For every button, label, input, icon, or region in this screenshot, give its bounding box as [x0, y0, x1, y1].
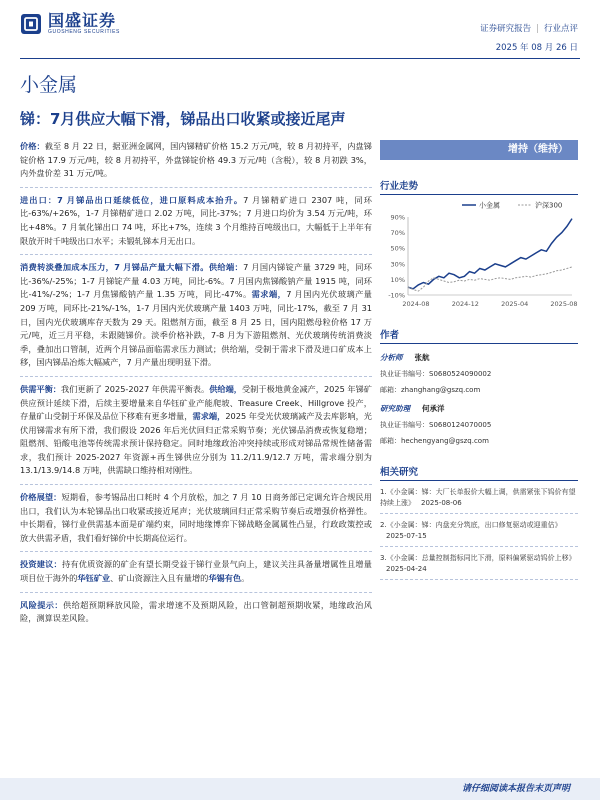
report-date: 2025 年 08 月 26 日 [495, 43, 578, 53]
logo-mark-icon [20, 13, 42, 35]
analyst-person: 何承洋 [422, 404, 445, 413]
paragraph-divider [20, 551, 372, 552]
x-tick-label: 2024-12 [451, 300, 479, 308]
body-paragraph [20, 383, 372, 478]
highlight-text: 华锡有色 [208, 573, 242, 584]
x-tick-label: 2024-08 [402, 300, 430, 308]
body-paragraph [20, 140, 372, 181]
series-line-0 [408, 219, 572, 289]
analysts-list [380, 352, 578, 446]
paragraph-lead: 进出口： [20, 194, 58, 205]
y-tick-label: 50% [390, 244, 405, 253]
footer-disclaimer: 请仔细阅读本报告末页声明 [0, 778, 600, 800]
paragraph-text: 我们更新了 2025-2027 年供需平衡表。 [60, 383, 210, 394]
trend-chart [380, 199, 578, 309]
analyst-role: 分析师 [380, 353, 403, 362]
related-heading: 相关研究 [380, 464, 578, 481]
y-tick-label: 10% [390, 275, 405, 284]
x-tick-label: 2025-08 [550, 300, 578, 308]
related-divider [380, 546, 578, 547]
paragraph-divider [20, 254, 372, 255]
report-body [20, 140, 372, 626]
paragraph-text: 供给超预期释放风险，需求增速不及预期风险，出口管制超预期收紧，地缘政治风险，测算误差风险。 [20, 599, 372, 624]
paragraph-divider [20, 592, 372, 593]
report-type: 证券研究报告 [480, 24, 532, 34]
related-list [380, 487, 578, 580]
brand-logo [20, 12, 120, 36]
related-report[interactable] [380, 553, 578, 575]
analyst-license: 执业证书编号：S0680524090002 [380, 370, 492, 378]
related-report-date: 2025-04-24 [386, 565, 427, 573]
analyst-email[interactable]: 邮箱：hechengyang@gszq.com [380, 437, 489, 445]
paragraph-text: 短期看，参考锡品出口耗时 4 个月放松，加之 7 月 10 日商务部已定调允许合规民用出口，我们认为本轮锑品出口收紧或接近尾声；光伏玻璃回归正常采购节奏后或增强价格弹性。中长期看，锑行业供需基本面是矿端约束，同时地缘博弈下锑战略金属属性凸显，行政政策控或放大供需矛盾，我们看好锑价中长期高位运行。 [20, 492, 372, 543]
body-paragraph [20, 599, 372, 626]
related-report-date: 2025-07-15 [386, 532, 427, 540]
related-divider [380, 579, 578, 580]
analyst-name [380, 403, 578, 414]
logo-en-text: GUOSHENG SECURITIES [48, 29, 120, 35]
analysts-heading: 作者 [380, 327, 578, 344]
related-report-date: 2025-08-06 [421, 499, 462, 507]
paragraph-text: 截至 8 月 22 日，据亚洲金属网，国内锑精矿价格 15.2 万元/吨，较 8 月初持平，内盘锑锭价格 17.9 万元/吨，较 8 月初持平，外盘锑锭价格 49.3 万元/吨（含税），较 8 月初跌 3%，内外盘价差 31 万元/吨。 [20, 141, 372, 179]
highlight-text: 供给端： [208, 262, 244, 273]
paragraph-text: 、矿山资源注入且有量增的 [110, 573, 209, 584]
legend-label: 沪深300 [535, 201, 563, 210]
paragraph-text: 2025 年受光伏玻璃减产及去库影响，光伏用锑需求有所下滑，我们假设 2026 年后光伏回归正常采购节奏；光伏锑品消费或恢复稳增；阻燃剂、铅酸电池等传统需求预计保持稳定。同时地缘政治冲突持续或形成对锑品常规性储备需求，我们预计 2025-2027 年资源+再生锑供应分别为 11.2/11.9/12.7 万吨，需求端分别为 13.1/13.9/14.8 万吨，供需缺口维持相对刚性。 [20, 411, 372, 476]
legend-label: 小金属 [479, 201, 500, 210]
trend-chart-svg [380, 199, 578, 309]
y-tick-label: -10% [388, 291, 405, 300]
paragraph-text: 7 月国内光伏玻璃产量 209 万吨，同环比-21%/-1%，1-7 月国内光伏玻璃产量 1403 万吨，同比-17%，截至 7 月 31 日，国内光伏玻璃库存天数为 29 天。阻燃剂方面，截至 8 月 25 日，国内阻燃母粒价格 17 万元/吨，近三月平稳，未跟随锑价。淡季价格补跌，7-8 月为下游阻燃剂、光伏玻璃传统消费淡季，叠加出口管制，近两个月锑品面临需求压力测试；供给端，受制于需求下滑及进口矿成本上移，国内锑品冶炼大幅减产，7 月产量出现明显下滑。 [20, 289, 372, 368]
x-tick-label: 2025-04 [501, 300, 529, 308]
paragraph-lead: 投资建议： [20, 559, 62, 570]
report-meta: 证券研究报告 | 行业点评 2025 年 08 月 26 日 [480, 24, 578, 53]
highlight-text: 需求端， [251, 289, 287, 300]
rating-badge: 增持（维持） [380, 140, 578, 160]
paragraph-lead: 价格： [20, 141, 45, 151]
sidebar [380, 140, 578, 580]
report-subtype: 行业点评 [543, 24, 578, 34]
paragraph-lead: 消费转淡叠加成本压力，7 月锑品产量大幅下滑。 [20, 262, 209, 273]
paragraph-text: 持有优质资源的矿企有望长期受益于锑行业景气向上，建议关注具备量增属性且增量项目位于海外的 [20, 559, 372, 584]
series-line-1 [408, 267, 572, 291]
paragraph-text: 受制于极地黄金减产，2025 年锑矿供应预计延续下滑，后续主要增量来自华钰矿业产能爬坡、Treasure Creek、Hillgrove 投产，存量矿山受制于环保及品位下移难有更多增量， [20, 383, 372, 422]
paragraph-text: 7 月国内锑锭产量 3729 吨，同环比-36%/-25%；1-7 月锑锭产量 4.03 万吨，同比-6%。7 月国内焦锑酸钠产量 1915 吨，同环比-41%/-2%；1-7 月焦锑酸钠产量 1.35 万吨，同比-47%。 [20, 262, 372, 300]
paragraph-lead: 供需平衡： [20, 383, 61, 394]
related-report-title: 1.《小金属：锑：大厂长单报价大幅上调，供需紧张下钨价有望持续上涨》 [380, 488, 576, 507]
paragraph-divider [20, 187, 372, 188]
analyst-license: 执业证书编号：S0680124070005 [380, 421, 492, 429]
analyst-person: 张航 [414, 353, 430, 362]
body-paragraph [20, 491, 372, 545]
analyst-role: 研究助理 [380, 404, 410, 413]
analyst-name [380, 352, 578, 363]
paragraph-lead: 价格展望： [20, 492, 62, 503]
analyst-email[interactable]: 邮箱：zhanghang@gszq.com [380, 386, 481, 394]
body-paragraph [20, 194, 372, 248]
related-divider [380, 513, 578, 514]
paragraph-divider [20, 376, 372, 377]
report-header [0, 0, 600, 62]
highlight-text: 供给端， [209, 383, 242, 394]
body-paragraph [20, 558, 372, 585]
highlight-text: 7 月锑品出口延续低位，进口原料成本抬升。 [57, 194, 244, 205]
related-report-title: 3.《小金属：总量控制指标同比下滑，原料偏紧驱动钨价上移》 [380, 554, 576, 562]
body-paragraph [20, 261, 372, 370]
paragraph-divider [20, 484, 372, 485]
y-tick-label: 70% [390, 229, 405, 238]
highlight-text: 需求端， [192, 411, 226, 422]
sector-title: 小金属 [20, 74, 78, 96]
related-report-title: 2.《小金属：锑：内盘充分筑底，出口修复驱动或迎重估》 [380, 521, 562, 529]
page-title: 锑：7月供应大幅下滑，锑品出口收紧或接近尾声 [20, 110, 346, 128]
related-report[interactable] [380, 487, 578, 509]
trend-heading: 行业走势 [380, 178, 578, 195]
paragraph-lead: 风险提示： [20, 599, 63, 610]
y-tick-label: 90% [390, 213, 405, 222]
highlight-text: 华钰矿业 [77, 573, 111, 584]
y-tick-label: 30% [390, 260, 405, 269]
paragraph-text: 7 月锑精矿进口 2307 吨，同环比-63%/+26%，1-7 月锑精矿进口 2.02 万吨，同比-37%；7 月进口均价为 3.54 万元/吨，环比+48%。7 月氧化锑出口 74 吨，环比+7%，连续 3 个月维持百吨级出口，大幅低于上半年有限放开时千吨级出口水平；未锻轧锑本月无出口。 [20, 194, 372, 246]
header-divider [20, 58, 580, 59]
paragraph-text: 。 [241, 573, 250, 584]
logo-cn-text: 国盛证券 [48, 11, 117, 30]
related-report[interactable] [380, 520, 578, 542]
